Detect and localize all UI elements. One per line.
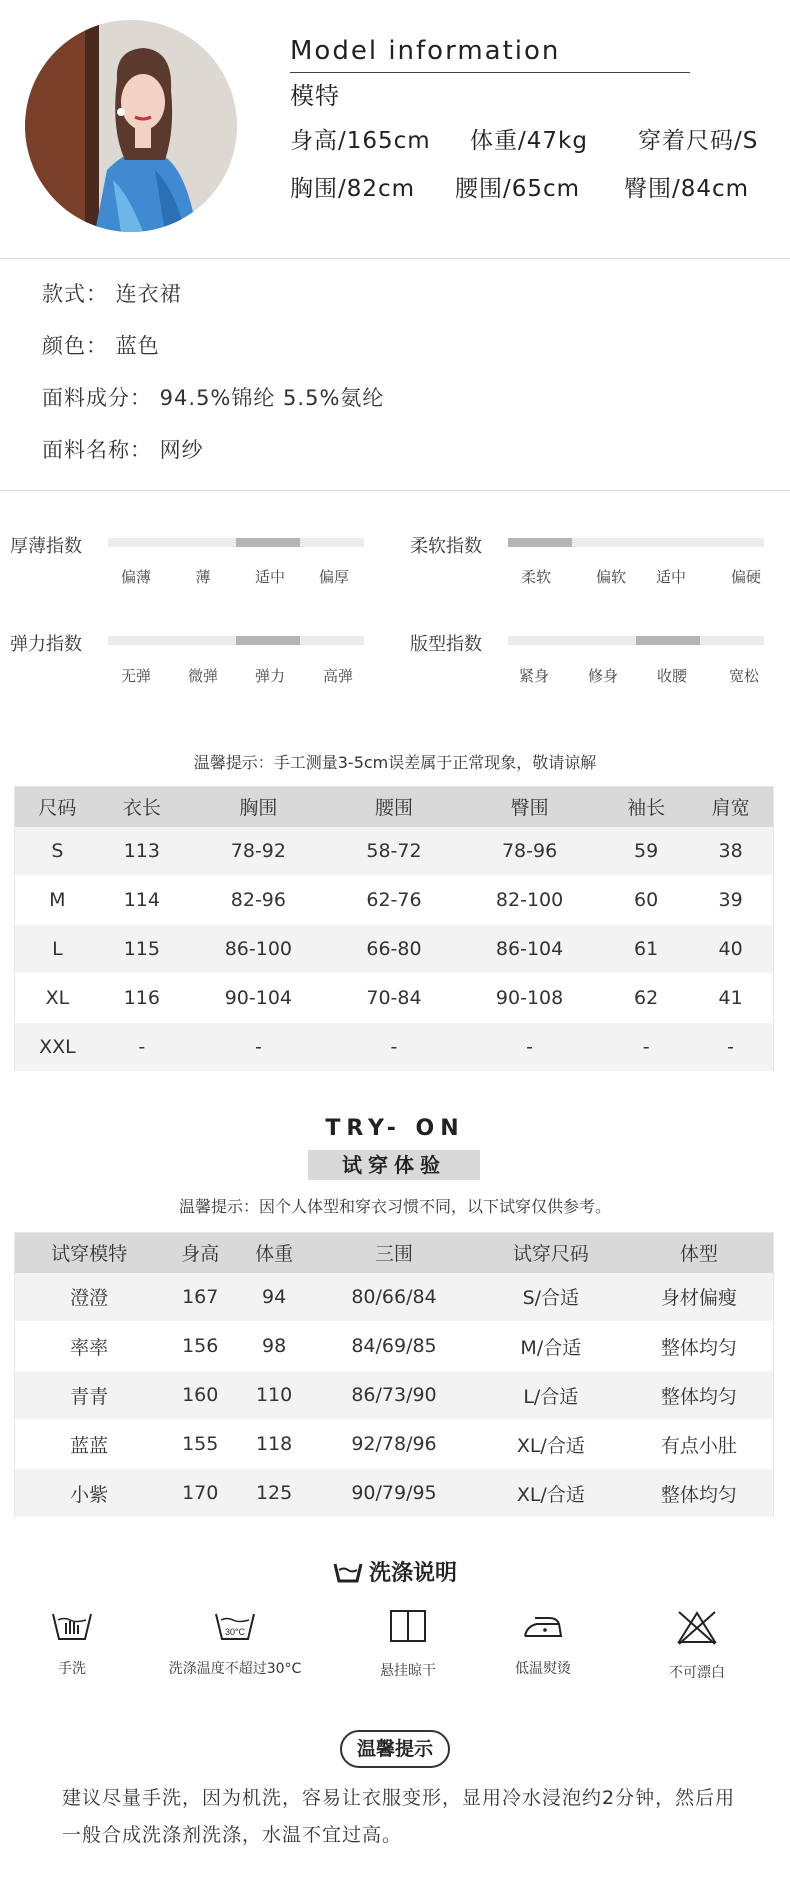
wash-item-line-dry bbox=[333, 1608, 483, 1680]
table-row bbox=[15, 827, 774, 876]
table-row bbox=[15, 876, 774, 925]
product-composition: 面料成分： 94.5%锦纶 5.5%氨纶 bbox=[42, 386, 385, 410]
try-on-badge: 试穿体验 bbox=[308, 1150, 480, 1180]
column-header: 体重 bbox=[237, 1233, 311, 1273]
index-track-thickness bbox=[108, 538, 364, 547]
table-cell: 青青 bbox=[15, 1371, 164, 1420]
table-row bbox=[15, 1023, 774, 1072]
model-info-title: Model information bbox=[290, 36, 561, 66]
wash-item-no-bleach bbox=[622, 1608, 772, 1682]
product-fabric-name: 面料名称： 网纱 bbox=[42, 438, 204, 462]
table-cell: 92/78/96 bbox=[311, 1420, 477, 1469]
table-cell: 身材偏瘦 bbox=[625, 1273, 774, 1322]
try-on-tip: 温馨提示：因个人体型和穿衣习惯不同，以下试穿仅供参考。 bbox=[178, 1197, 611, 1216]
column-header: 臀围 bbox=[455, 787, 604, 827]
table-cell: - bbox=[184, 1023, 333, 1072]
index-option: 偏软 bbox=[595, 568, 627, 586]
table-cell: 86-104 bbox=[455, 925, 604, 974]
table-cell: 84/69/85 bbox=[311, 1322, 477, 1371]
wash-item-hand bbox=[0, 1608, 147, 1678]
table-cell: - bbox=[455, 1023, 604, 1072]
table-cell: XL/合适 bbox=[477, 1469, 625, 1518]
table-cell: XL/合适 bbox=[477, 1420, 625, 1469]
column-header: 体型 bbox=[625, 1233, 774, 1273]
index-label-fit: 版型指数 bbox=[410, 634, 482, 655]
index-option: 弹力 bbox=[254, 667, 286, 685]
table-cell: 125 bbox=[237, 1469, 311, 1518]
column-header: 试穿模特 bbox=[15, 1233, 164, 1273]
product-color: 颜色： 蓝色 bbox=[42, 334, 160, 358]
table-cell: 61 bbox=[604, 925, 688, 974]
index-option: 适中 bbox=[254, 568, 286, 586]
column-header: 三围 bbox=[311, 1233, 477, 1273]
table-cell: 38 bbox=[688, 827, 773, 876]
table-cell: 整体均匀 bbox=[625, 1322, 774, 1371]
index-fill bbox=[636, 636, 700, 645]
table-cell: 蓝蓝 bbox=[15, 1420, 164, 1469]
product-style: 款式： 连衣裙 bbox=[42, 282, 182, 306]
table-cell: 155 bbox=[163, 1420, 237, 1469]
try-on-title: TRY- ON bbox=[325, 1116, 465, 1141]
index-option: 收腰 bbox=[656, 667, 688, 685]
table-cell: 110 bbox=[237, 1371, 311, 1420]
model-size: 穿着尺码/S bbox=[638, 128, 759, 154]
table-cell: 90-108 bbox=[455, 974, 604, 1023]
iron-low-icon bbox=[521, 1608, 565, 1642]
wash-label: 手洗 bbox=[58, 1661, 86, 1677]
index-option: 紧身 bbox=[518, 667, 550, 685]
wash-label: 悬挂晾干 bbox=[380, 1663, 436, 1679]
table-cell: 116 bbox=[100, 974, 184, 1023]
wash-label: 不可漂白 bbox=[669, 1665, 725, 1681]
size-chart-header-row bbox=[15, 787, 774, 827]
table-cell: 80/66/84 bbox=[311, 1273, 477, 1322]
wash-label: 洗涤温度不超过30°C bbox=[168, 1661, 302, 1677]
table-cell: - bbox=[333, 1023, 455, 1072]
model-info-section bbox=[0, 0, 790, 258]
table-cell: 整体均匀 bbox=[625, 1469, 774, 1518]
index-option: 偏厚 bbox=[318, 568, 350, 586]
index-option: 无弹 bbox=[120, 667, 152, 685]
table-cell: 167 bbox=[163, 1273, 237, 1322]
table-cell: 86-100 bbox=[184, 925, 333, 974]
table-cell: - bbox=[604, 1023, 688, 1072]
index-fill bbox=[236, 636, 300, 645]
column-header: 胸围 bbox=[184, 787, 333, 827]
table-cell: 115 bbox=[100, 925, 184, 974]
wash-item-30 bbox=[160, 1608, 310, 1678]
table-cell: 118 bbox=[237, 1420, 311, 1469]
table-row bbox=[15, 974, 774, 1023]
model-info-subtitle: 模特 bbox=[290, 82, 340, 110]
index-option: 偏硬 bbox=[730, 568, 762, 586]
table-cell: 82-100 bbox=[455, 876, 604, 925]
table-cell: 有点小肚 bbox=[625, 1420, 774, 1469]
table-cell: - bbox=[100, 1023, 184, 1072]
table-cell: L bbox=[15, 925, 100, 974]
table-cell: 94 bbox=[237, 1273, 311, 1322]
note-badge: 温馨提示 bbox=[340, 1730, 450, 1768]
table-row bbox=[15, 1420, 774, 1469]
table-cell: 62-76 bbox=[333, 876, 455, 925]
table-cell: 66-80 bbox=[333, 925, 455, 974]
table-cell: 41 bbox=[688, 974, 773, 1023]
column-header: 身高 bbox=[163, 1233, 237, 1273]
divider bbox=[0, 258, 790, 259]
title-underline bbox=[290, 72, 690, 73]
wash-30-icon bbox=[213, 1608, 257, 1642]
table-cell: 86/73/90 bbox=[311, 1371, 477, 1420]
table-cell: 160 bbox=[163, 1371, 237, 1420]
table-cell: 170 bbox=[163, 1469, 237, 1518]
table-cell: 113 bbox=[100, 827, 184, 876]
table-cell: 114 bbox=[100, 876, 184, 925]
table-cell: 澄澄 bbox=[15, 1273, 164, 1322]
index-track-softness bbox=[508, 538, 764, 547]
wash-item-iron bbox=[468, 1608, 618, 1678]
index-option: 适中 bbox=[655, 568, 687, 586]
table-cell: 70-84 bbox=[333, 974, 455, 1023]
table-cell: 59 bbox=[604, 827, 688, 876]
table-cell: 78-92 bbox=[184, 827, 333, 876]
table-cell: 58-72 bbox=[333, 827, 455, 876]
table-cell: 82-96 bbox=[184, 876, 333, 925]
table-row bbox=[15, 925, 774, 974]
wash-label: 低温熨烫 bbox=[515, 1661, 571, 1677]
index-option: 宽松 bbox=[728, 667, 760, 685]
size-chart-table bbox=[14, 786, 774, 1072]
table-cell: 78-96 bbox=[455, 827, 604, 876]
index-fill bbox=[508, 538, 572, 547]
table-cell: M bbox=[15, 876, 100, 925]
wash-basin-icon bbox=[333, 1561, 363, 1583]
table-cell: 98 bbox=[237, 1322, 311, 1371]
try-on-header-row bbox=[15, 1233, 774, 1273]
table-cell: 62 bbox=[604, 974, 688, 1023]
table-cell: M/合适 bbox=[477, 1322, 625, 1371]
table-cell: 整体均匀 bbox=[625, 1371, 774, 1420]
table-cell: 60 bbox=[604, 876, 688, 925]
table-cell: S/合适 bbox=[477, 1273, 625, 1322]
index-track-elasticity bbox=[108, 636, 364, 645]
index-option: 柔软 bbox=[520, 568, 552, 586]
table-cell: 率率 bbox=[15, 1322, 164, 1371]
index-option: 修身 bbox=[587, 667, 619, 685]
table-cell: 小紫 bbox=[15, 1469, 164, 1518]
wash-temp-text: 30°C bbox=[224, 1627, 246, 1637]
table-cell: XXL bbox=[15, 1023, 100, 1072]
try-on-table bbox=[14, 1232, 774, 1518]
table-cell: 90/79/95 bbox=[311, 1469, 477, 1518]
table-cell: L/合适 bbox=[477, 1371, 625, 1420]
index-label-elasticity: 弹力指数 bbox=[10, 634, 82, 655]
size-chart-tip: 温馨提示：手工测量3-5cm误差属于正常现象，敬请谅解 bbox=[193, 753, 597, 772]
model-hip: 臀围/84cm bbox=[624, 176, 750, 202]
table-cell: 156 bbox=[163, 1322, 237, 1371]
index-option: 偏薄 bbox=[120, 568, 152, 586]
table-cell: 90-104 bbox=[184, 974, 333, 1023]
model-height: 身高/165cm bbox=[290, 128, 431, 154]
column-header: 肩宽 bbox=[688, 787, 773, 827]
note-text: 建议尽量手洗，因为机洗，容易让衣服变形，显用冷水浸泡约2分钟，然后用一般合成洗涤剂洗涤，水温不宜过高。 bbox=[62, 1787, 736, 1846]
index-label-softness: 柔软指数 bbox=[410, 536, 482, 557]
table-row bbox=[15, 1322, 774, 1371]
index-label-thickness: 厚薄指数 bbox=[10, 536, 82, 557]
divider bbox=[0, 490, 790, 491]
index-option: 高弹 bbox=[322, 667, 354, 685]
column-header: 腰围 bbox=[333, 787, 455, 827]
table-cell: XL bbox=[15, 974, 100, 1023]
table-row bbox=[15, 1371, 774, 1420]
index-track-fit bbox=[508, 636, 764, 645]
table-row bbox=[15, 1469, 774, 1518]
model-weight: 体重/47kg bbox=[470, 128, 588, 154]
column-header: 衣长 bbox=[100, 787, 184, 827]
washing-title bbox=[0, 1556, 790, 1587]
table-cell: 39 bbox=[688, 876, 773, 925]
table-cell: 40 bbox=[688, 925, 773, 974]
hand-wash-icon bbox=[50, 1608, 94, 1642]
index-option: 微弹 bbox=[187, 667, 219, 685]
table-cell: - bbox=[688, 1023, 773, 1072]
table-cell: S bbox=[15, 827, 100, 876]
index-option: 薄 bbox=[195, 568, 211, 586]
model-bust: 胸围/82cm bbox=[290, 176, 416, 202]
index-fill bbox=[236, 538, 300, 547]
column-header: 袖长 bbox=[604, 787, 688, 827]
washing-title-text: 洗涤说明 bbox=[368, 1561, 457, 1586]
model-waist: 腰围/65cm bbox=[455, 176, 581, 202]
table-row bbox=[15, 1273, 774, 1322]
no-bleach-icon bbox=[675, 1608, 719, 1646]
model-avatar bbox=[25, 20, 237, 232]
column-header: 尺码 bbox=[15, 787, 100, 827]
column-header: 试穿尺码 bbox=[477, 1233, 625, 1273]
line-dry-icon bbox=[388, 1608, 428, 1644]
